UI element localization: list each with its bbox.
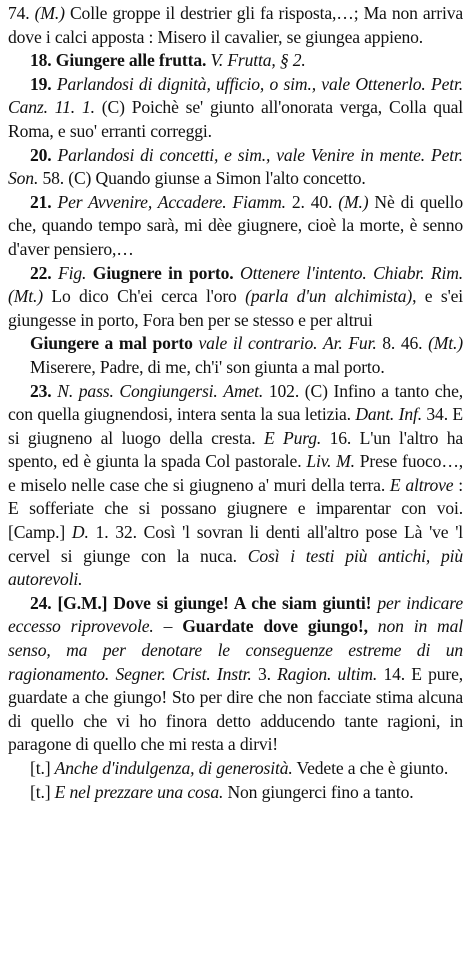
citation: Petr. Son. — [8, 144, 463, 189]
entry-number: 20. — [30, 144, 52, 165]
quotation: E si giugneno al luogo della cresta. — [8, 404, 464, 448]
entry-74 — [8, 2, 463, 49]
editor-bracket: [Camp.] — [8, 522, 72, 543]
quotation: , e s'ei giungesse in porto, Fora ben per se stesso e per altrui — [8, 286, 463, 330]
entry-number: 24. — [30, 592, 52, 613]
quotation: Vedete a che è giunto. — [292, 758, 449, 778]
entry-number: 22. — [30, 262, 52, 283]
editorial-note: (parla d'un alchimista) — [245, 286, 413, 307]
citation: Dant. Inf. — [355, 404, 422, 425]
source-tag: [G.M.] — [57, 592, 108, 613]
definition: Ottenere l'intento. — [240, 262, 367, 283]
definition: Per Avvenire, Accadere. — [57, 191, 227, 212]
cross-reference: V. Frutta, § 2. — [210, 50, 306, 71]
source-tag: (C) — [299, 380, 328, 401]
entry-number: 21. — [30, 191, 52, 212]
source-tag: (M.) — [338, 191, 369, 212]
quotation: Così 'l sovran li denti all'altro pose Là 've 'l cervel si giunge con la nuca. — [8, 522, 464, 566]
entry-22 — [8, 262, 463, 333]
citation-number: 1. 32. — [88, 522, 137, 543]
source-tag: (Mt.) — [8, 286, 43, 307]
definition: Parlandosi di dignità, ufficio, o sim., vale Ottenerlo. — [56, 73, 426, 94]
entry-19 — [8, 73, 463, 144]
citation: Liv. M. — [306, 451, 355, 472]
citation: Petr. Canz. 11. 1. — [8, 73, 464, 118]
entry-23 — [8, 380, 463, 592]
entry-21 — [8, 191, 463, 262]
definition: per indicare eccesso riprovevole. – — [8, 592, 464, 637]
source-tag: (Mt.) — [428, 333, 463, 354]
headword: Giugnere in porto. — [92, 262, 234, 283]
figurative-tag: Fig. — [58, 262, 87, 283]
source-tag: (M.) — [34, 3, 65, 23]
definition: non in mal senso, ma per denotare le conseguenze estreme di un ragionamento. — [8, 616, 463, 684]
citation: Chiabr. Rim. — [373, 262, 464, 283]
entry-22-sub — [8, 332, 463, 379]
citation-number: 58. — [38, 168, 64, 189]
entry-number: 74. — [8, 3, 30, 23]
entry-20 — [8, 144, 463, 191]
citation: Ar. Fur. — [323, 333, 377, 354]
citation-number: 102. — [263, 380, 300, 401]
headword: Dove si giunge! A che siam giunti! — [113, 592, 372, 613]
citation: D. — [71, 522, 89, 543]
headword: Giungere alle frutta. — [55, 50, 207, 71]
quotation: Poichè se' giunto all'onorata verga, Colla qual Roma, e suo' erranti correggi. — [8, 97, 464, 141]
citation-number: 14. — [377, 663, 405, 684]
editor-tag: [t.] — [30, 758, 51, 778]
citation-number: 34. — [421, 404, 448, 425]
entry-number: 19. — [30, 73, 52, 94]
quotation: Colle groppe il destrier gli fa risposta,…; Ma non arriva dove i calci apposta : Misero il cavalier, se giungea appieno. — [8, 3, 464, 47]
quotation: E pure, guardate a che giungo! Sto per dire che non facciate stima alcuna di quello che vi ho finora detto adducendo tante ragioni, in paragone di quello che mi resta a dirvi! — [8, 663, 463, 755]
definition: vale il contrario. — [198, 333, 318, 354]
source-tag: (C) — [64, 168, 92, 189]
headword: Giungere a mal porto — [30, 333, 193, 354]
definition: E nel prezzare una cosa. — [54, 781, 224, 802]
source-tag: (C) — [101, 97, 125, 118]
quotation: : E sofferiate che si possano giugnere e imparentar con voi. — [8, 474, 464, 519]
citation-number: 3. — [251, 663, 278, 684]
citation-number: 16. — [321, 427, 352, 448]
citation: Segner. Crist. Instr. — [115, 663, 252, 684]
entry-number: 23. — [30, 380, 52, 401]
entry-24 — [8, 592, 463, 757]
editor-tag: [t.] — [30, 781, 51, 802]
quotation: Quando giunse a Simon l'alto concetto. — [91, 168, 366, 189]
entry-t-indulgenza — [8, 757, 463, 781]
citation: Fiamm. — [232, 191, 286, 212]
quotation: Prese fuoco…, e miselo nelle case che si giugneno a' muri della terra. — [8, 451, 464, 495]
quotation: Nè di quello che, quando tempo sarà, mi dèe giugnere, cioè la morte, è senno d'aver pensiero,… — [8, 191, 464, 259]
definition: N. pass. Congiungersi. — [57, 380, 218, 401]
citation: Amet. — [223, 380, 264, 401]
entry-t-prezzare — [8, 781, 463, 805]
headword: Guardate dove giungo!, — [182, 616, 368, 637]
quotation: Non giungerci fino a tanto. — [223, 781, 414, 802]
entry-number: 18. — [30, 50, 52, 71]
editorial-note: Così i testi più antichi, più autorevoli. — [8, 545, 464, 590]
definition: Anche d'indulgenza, di generosità. — [54, 758, 293, 778]
citation-number: 2. 40. — [285, 191, 333, 212]
entry-18 — [8, 49, 463, 73]
quotation: Lo dico Ch'ei cerca l'oro — [42, 286, 246, 307]
quotation: Miserere, Padre, di me, ch'i' son giunta a mal porto. — [30, 356, 385, 377]
quotation: Infino a tanto che, con quella giugnendosi, intera senta la sua letizia. — [8, 380, 463, 425]
quotation: L'un l'altro ha spento, ed è giunta la spada Col pastorale. — [8, 427, 463, 472]
citation: Ragion. ultim. — [277, 663, 378, 684]
citation-number: 8. 46. — [376, 333, 423, 354]
definition: Parlandosi di concetti, e sim., vale Venire in mente. — [57, 144, 426, 165]
citation: E Purg. — [263, 427, 322, 448]
citation: E altrove — [389, 474, 454, 495]
